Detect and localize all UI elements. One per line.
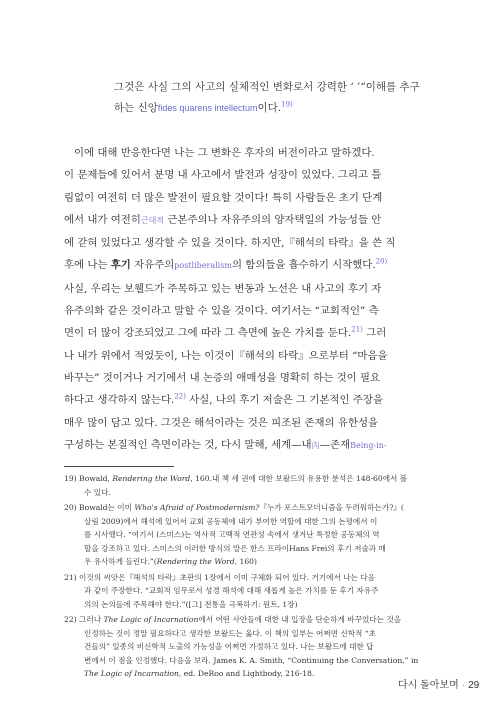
latin-phrase: fides quarens intellectum	[157, 103, 258, 113]
body-line: 사실, 우리는 보웰드가 주목하고 있는 변동과 노선은 내 사고의 후기 자	[64, 282, 382, 295]
footnotes	[64, 472, 434, 683]
book-title: Who's Afraid of Postmodernism?	[134, 503, 260, 512]
body-line: 바꾸는” 것이거나 거기에서 내 논증의 애매성을 명확히 하는 것이 필요	[64, 371, 381, 384]
body-line: 이 문제들에 있어서 분명 내 사고에서 발전과 성장이 있었다. 그리고 틀	[64, 169, 382, 182]
body-paragraph	[64, 142, 432, 457]
quote-line: 그것은 사실 그의 사고의 실체적인 변화로서 강력한 ‘ ’“이해를 추구	[114, 81, 420, 93]
emphasis-late: 후기	[110, 259, 131, 272]
book-title: The Logic of Incarnation	[84, 669, 179, 678]
body-line: 구성하는 본질적인 측면이라는 것, 다시 말해, 세계—내內—존재Being-in-	[64, 438, 387, 451]
body-line: 에 갇혀 있었다고 생각할 수 있을 것이다. 하지만,『해석의 타락』을 쓴 직	[64, 237, 396, 250]
footnote-21: 21) 이것의 씨앗은『해석의 타락』초판의 1장에서 이미 구체화 되어 있다. 거기에서 나는 다음 과 같이 주장한다. “교회적 임무로서 성경 해석에 대해 새롭게 높은 가치를 둔 후기 자유주 의의 논의들에 주목해야 한다.”([그] 전통을 극복하기: 원트, 1장)	[64, 572, 379, 609]
footnote-ref-21[interactable]: 21)	[351, 325, 363, 334]
footnote-19: 19) Bowald, Rendering the Word, 160.내 책 세 권에 대한 보왈드의 유용한 분석은 148-60에서 볼 수 있다.	[64, 474, 408, 497]
gloss-in: 內	[311, 440, 320, 450]
body-line: 면이 더 많이 강조되었고 그에 따라 그 측면에 높은 가치를 둔다.$^{21)}$ 그러	[64, 325, 387, 340]
footnote-divider	[64, 466, 174, 467]
body-line: 하다고 생각하지 않는다.$^{22)}$ 사실, 나의 후기 저술은 그 기본적인 주장을	[64, 392, 383, 407]
book-title: Rendering the Word	[112, 474, 191, 483]
footnote-ref-19[interactable]: 19)	[281, 100, 293, 109]
quote-line: 하는 신앙fides quarens intellectum이다.$^{19)}$	[114, 100, 293, 114]
body-line: 후에 나는 후기 자유주의postliberalism의 함의들을 흡수하기 시작했다.$^{20)}$	[64, 258, 388, 272]
gloss-being-in: Being-in-	[350, 440, 387, 450]
folio-separator: ·	[461, 680, 466, 691]
body-line: 유주의화 같은 것이라고 말할 수 있을 것이다. 여기서는 “교회적인” 측	[64, 305, 379, 318]
body-line: 나 내가 위에서 적었듯이, 나는 이것이『해석의 타락』으로부터 “마음을	[64, 349, 388, 362]
footnote-20: 20) Bowald는 이미 Who's Afraid of Postmodernism?『누가 포스트모더니즘을 두려워하는가?』( 살림 2009)에서 해석에 있어서 교회 공동체에 내가 부여한 역할에 대한 그의 논평에서 이 를 시사했다. “여기서 (스미스)는 역사적 고백적 연관성 속에서 생겨난 특정한 공동체의 역 할을 강조하고 있다. 스미스의 이러한 방식의 말은 한스 프라이Hans Frei의 후기 저술과 매 우 유사하게 들린다.”(Rendering the Word, 160)	[64, 503, 404, 566]
book-title: The Logic of Incarnation	[103, 615, 199, 624]
gloss-modern: 근대적	[140, 215, 165, 225]
running-footer-section: 다시 돌아보며	[398, 680, 459, 691]
page-number: 29	[468, 680, 480, 691]
footnote-ref-20[interactable]: 20)	[375, 258, 388, 267]
body-line: 이에 대해 반응한다면 나는 그 변화은 후자의 버전이라고 말하겠다.	[74, 147, 375, 159]
gloss-postliberalism: postliberalism	[174, 261, 232, 271]
book-title: Rendering the Word	[156, 557, 235, 566]
body-line: 에서 내가 여전히근대적 근본주의나 자유주의의 양자택일의 가능성들 안	[64, 213, 382, 226]
block-quote	[114, 77, 444, 119]
body-line: 림없이 여전히 더 많은 발전이 필요할 것이다! 특히 사람들은 초기 단계	[64, 191, 383, 204]
footnote-22: 22) 그러나 The Logic of Incarnation에서 어떤 사안들에 대한 내 입장을 단순하게 바꾸었다는 것을 인정하는 것이 정말 필요하다고 생각한 보왈드는 옳다. 이 책의 일부는 어쩌면 신학적 “초 건들의” 일종의 비신학적 노출의 가능성을 어쩌면 가정하고 있다. 나는 보왈드에 대한 답 변에서 이 점을 인정했다. 다음을 보라. James K. A. Smith, “Continuing the Conversation,” in The Logic of Incarnation, ed. DeRoo and Lightbody, 216-18.	[64, 615, 419, 678]
footnote-ref-22[interactable]: 22)	[174, 392, 186, 401]
body-line: 매우 많이 담고 있다. 그것은 해석이라는 것은 피조된 존재의 유한성을	[64, 416, 379, 429]
page-folio	[398, 676, 479, 691]
